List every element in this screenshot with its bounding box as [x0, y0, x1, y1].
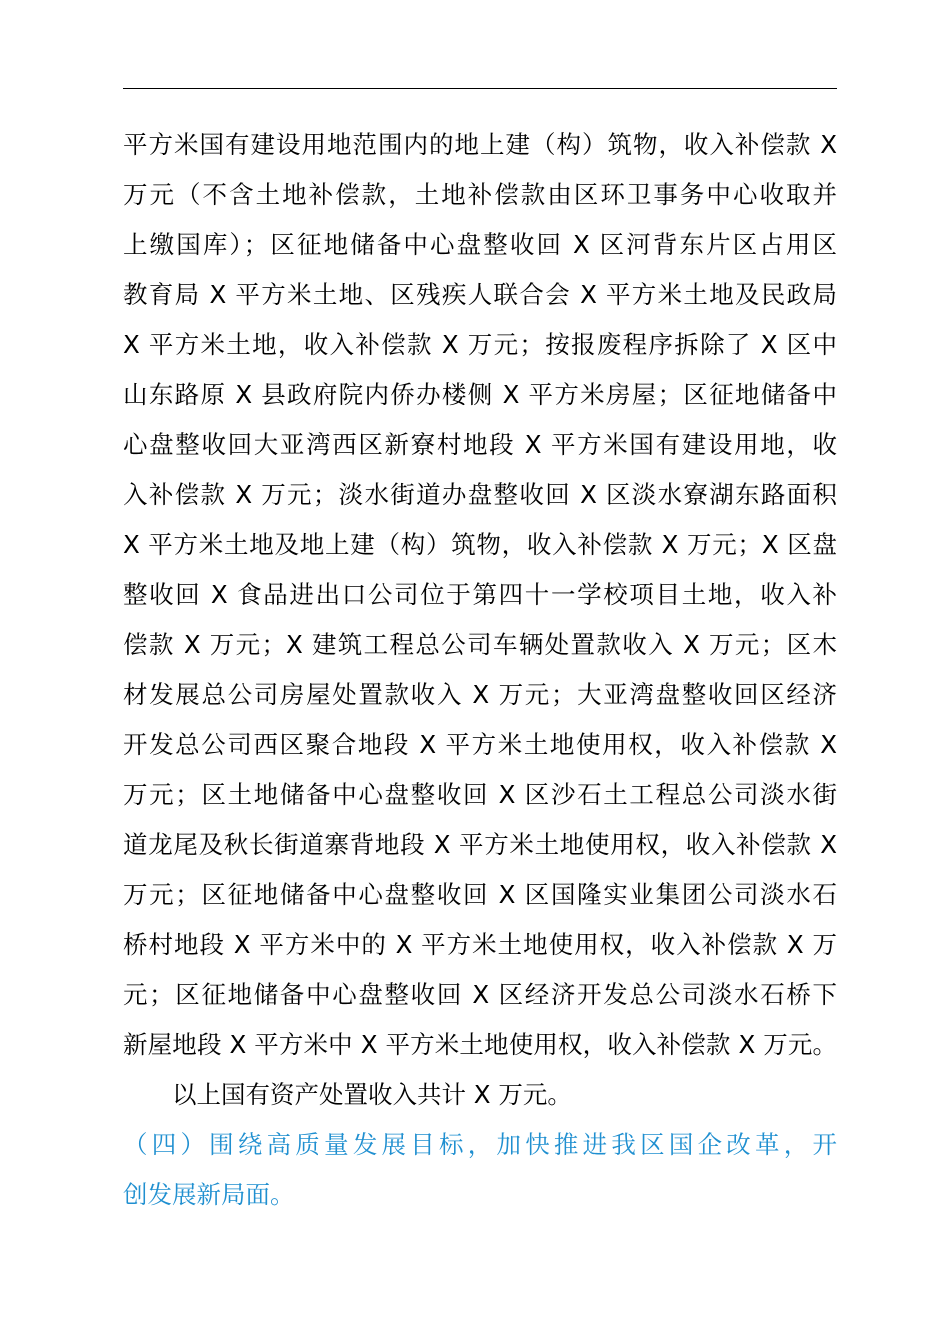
paragraph-line: 入补偿款 X 万元；淡水街道办盘整收回 X 区淡水寮湖东路面积	[123, 480, 837, 509]
paragraph-line: 万元；区征地储备中心盘整收回 X 区国隆实业集团公司淡水石	[123, 880, 837, 909]
paragraph-line: 材发展总公司房屋处置款收入 X 万元；大亚湾盘整收回区经济	[123, 680, 837, 709]
section-heading-line: 创发展新局面。	[123, 1180, 295, 1209]
body-paragraph	[123, 126, 837, 1076]
paragraph-line: 万元；区土地储备中心盘整收回 X 区沙石土工程总公司淡水街	[123, 780, 837, 809]
paragraph-line: X 平方米土地，收入补偿款 X 万元；按报废程序拆除了 X 区中	[123, 330, 837, 359]
section-heading-line: （四）围绕高质量发展目标，加快推进我区国企改革，开	[123, 1130, 837, 1159]
paragraph-line: 桥村地段 X 平方米中的 X 平方米土地使用权，收入补偿款 X 万	[123, 930, 837, 959]
paragraph-line: 教育局 X 平方米土地、区残疾人联合会 X 平方米土地及民政局	[123, 280, 837, 309]
paragraph-line: X 平方米土地及地上建（构）筑物，收入补偿款 X 万元；X 区盘	[123, 530, 837, 559]
paragraph-line: 偿款 X 万元；X 建筑工程总公司车辆处置款收入 X 万元；区木	[123, 630, 837, 659]
paragraph-line: 道龙尾及秋长街道寨背地段 X 平方米土地使用权，收入补偿款 X	[123, 830, 837, 859]
header-rule	[123, 88, 837, 89]
section-heading	[123, 1126, 837, 1226]
paragraph-line: 上缴国库）；区征地储备中心盘整收回 X 区河背东片区占用区	[123, 230, 837, 259]
paragraph-line: 万元（不含土地补偿款，土地补偿款由区环卫事务中心收取并	[123, 180, 837, 209]
paragraph-line: 平方米国有建设用地范围内的地上建（构）筑物，收入补偿款 X	[123, 130, 837, 159]
paragraph-line: 心盘整收回大亚湾西区新寮村地段 X 平方米国有建设用地，收	[123, 430, 837, 459]
paragraph-line: 开发总公司西区聚合地段 X 平方米土地使用权，收入补偿款 X	[123, 730, 837, 759]
paragraph-line: 山东路原 X 县政府院内侨办楼侧 X 平方米房屋；区征地储备中	[123, 380, 837, 409]
paragraph-line: 整收回 X 食品进出口公司位于第四十一学校项目土地，收入补	[123, 580, 837, 609]
paragraph-line: 新屋地段 X 平方米中 X 平方米土地使用权，收入补偿款 X 万元。	[123, 1030, 837, 1059]
summary-paragraph: 以上国有资产处置收入共计 X 万元。	[172, 1080, 572, 1109]
paragraph-line: 元；区征地储备中心盘整收回 X 区经济开发总公司淡水石桥下	[123, 980, 837, 1009]
document-body	[123, 126, 837, 1226]
